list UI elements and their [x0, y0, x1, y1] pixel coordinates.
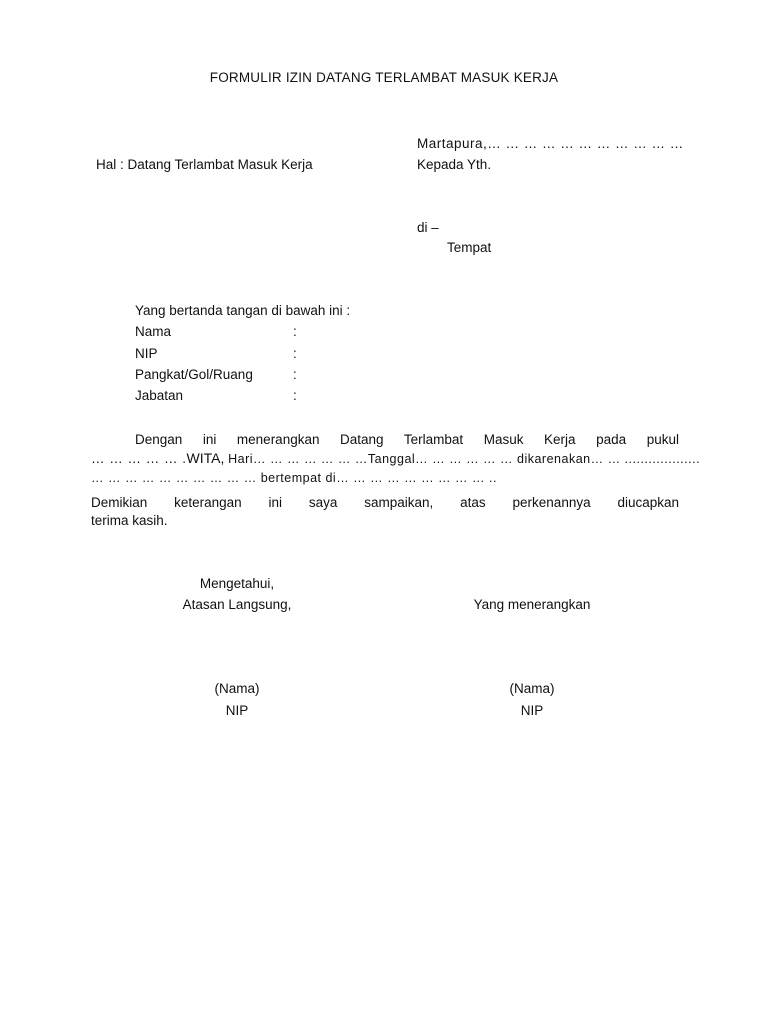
closing-line-1: Demikian keterangan ini saya sampaikan, atas perkenannya diucapkan [91, 495, 679, 510]
field-row-nip [135, 346, 297, 361]
addressee-to: Kepada Yth. [417, 157, 492, 172]
signature-right-line-1: Yang menerangkan [473, 597, 591, 612]
body-line-2 [91, 450, 701, 466]
closing-line-2: terima kasih. [91, 513, 168, 528]
body-hari-tanggal: Hari… … … … … … …Tanggal… … … … … … dikarenakan… … ................... [228, 452, 701, 466]
addressee-di: di – [417, 220, 439, 235]
intro-text: Yang bertanda tangan di bawah ini : [135, 303, 351, 318]
place-date-line: Martapura,… … … … … … … … … … … [417, 136, 684, 151]
field-separator: : [293, 346, 297, 361]
body-wita: WITA, [186, 450, 225, 466]
field-label: NIP [135, 346, 158, 361]
signature-left-line-2: Atasan Langsung, [182, 597, 292, 612]
signature-left-nip: NIP [225, 703, 249, 718]
signature-right-name: (Nama) [509, 681, 555, 696]
field-row-nama [135, 324, 297, 339]
field-separator: : [293, 388, 297, 403]
body-dots: … … … … … . [91, 451, 187, 466]
signature-right-nip: NIP [520, 703, 544, 718]
field-row-jabatan [135, 388, 297, 403]
field-label: Jabatan [135, 388, 184, 403]
field-separator: : [293, 324, 297, 339]
body-line-1: Dengan ini menerangkan Datang Terlambat Masuk Kerja pada pukul [135, 432, 679, 447]
body-line-3: … … … … … … … … … … bertempat di… … … … … … … … … .. [91, 471, 497, 485]
field-label: Pangkat/Gol/Ruang [135, 367, 253, 382]
signature-left-name: (Nama) [214, 681, 260, 696]
field-row-pangkat [135, 367, 297, 382]
addressee-tempat: Tempat [447, 240, 492, 255]
field-separator: : [293, 367, 297, 382]
signature-left-line-1: Mengetahui, [199, 576, 275, 591]
subject-line: Hal : Datang Terlambat Masuk Kerja [96, 157, 313, 172]
field-label: Nama [135, 324, 172, 339]
form-title: FORMULIR IZIN DATANG TERLAMBAT MASUK KERJA [209, 70, 559, 85]
